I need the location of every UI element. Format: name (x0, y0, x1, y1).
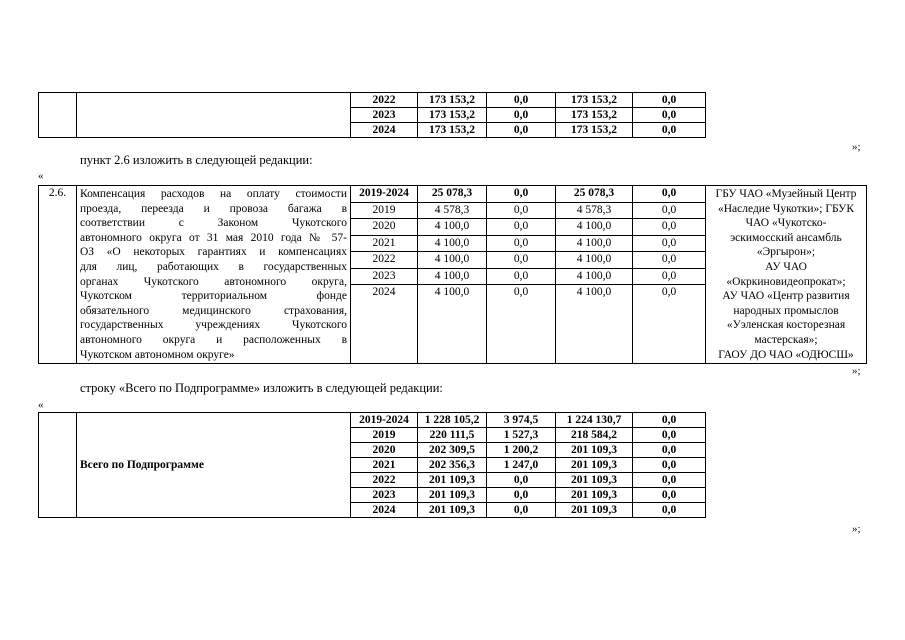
value-cell: 1 224 130,7 (556, 413, 633, 428)
total-cell: 173 153,2 (418, 108, 487, 123)
total-cell: 173 153,2 (418, 123, 487, 138)
total-column: 25 078,3 4 578,3 4 100,0 4 100,0 4 100,0 4 100,0 4 100,0 (418, 186, 487, 364)
value-cell: 0,0 (487, 488, 556, 503)
table-item-2-6 (38, 185, 867, 364)
value-cell: 1 200,2 (487, 443, 556, 458)
num-cell (39, 93, 77, 138)
desc-cell (77, 93, 351, 138)
year-cell: 2019-2024 (359, 187, 409, 199)
value-cell: 173 153,2 (556, 123, 633, 138)
close-quote: »; (852, 365, 861, 377)
responsible-organizations: ГБУ ЧАО «Музейный Центр «Наследие Чукотки»; ГБУК ЧАО «Чукотско- эскимосский ансамбль «Эргырон»; АУ ЧАО «Окркиновидеопрокат»; АУ ЧАО «Центр развития народных промыслов «Уэленская косторезная мастерская»; ГАОУ ДО ЧАО «ОДЮСШ» (706, 186, 867, 364)
value-column: 25 078,3 4 578,3 4 100,0 4 100,0 4 100,0 4 100,0 4 100,0 (556, 186, 633, 364)
item-number: 2.6. (39, 186, 77, 364)
instruction-paragraph: строку «Всего по Подпрограмме» изложить в следующей редакции: (80, 381, 443, 395)
value-cell: 218 584,2 (556, 428, 633, 443)
year-cell: 2019-2024 (351, 413, 418, 428)
year-cell: 2019 (351, 202, 417, 219)
year-cell: 2023 (351, 488, 418, 503)
total-cell: 173 153,2 (418, 93, 487, 108)
year-cell: 2021 (351, 235, 417, 252)
value-cell: 173 153,2 (556, 108, 633, 123)
value-cell: 201 109,3 (556, 443, 633, 458)
year-cell: 2024 (351, 284, 417, 301)
num-cell (39, 413, 77, 518)
value-cell: 0,0 (633, 503, 706, 518)
value-cell: 0,0 (633, 413, 706, 428)
year-cell: 2019 (351, 428, 418, 443)
value-cell: 201 109,3 (556, 473, 633, 488)
value-cell: 0,0 (633, 93, 706, 108)
value-cell: 0,0 (487, 503, 556, 518)
value-column: 0,0 0,0 0,0 0,0 0,0 0,0 0,0 (487, 186, 556, 364)
value-cell: 0,0 (633, 458, 706, 473)
total-cell: 201 109,3 (418, 503, 487, 518)
subprogram-total-label: Всего по Подпрограмме (77, 413, 351, 518)
total-cell: 1 228 105,2 (418, 413, 487, 428)
value-cell: 173 153,2 (556, 93, 633, 108)
total-cell: 202 356,3 (418, 458, 487, 473)
total-cell: 201 109,3 (418, 473, 487, 488)
open-quote: « (38, 399, 44, 411)
year-cell: 2023 (351, 108, 418, 123)
value-cell: 201 109,3 (556, 488, 633, 503)
value-cell: 3 974,5 (487, 413, 556, 428)
value-column: 0,0 0,0 0,0 0,0 0,0 0,0 0,0 (633, 186, 706, 364)
value-cell: 201 109,3 (556, 458, 633, 473)
value-cell: 1 247,0 (487, 458, 556, 473)
value-cell: 0,0 (633, 443, 706, 458)
value-cell: 0,0 (633, 473, 706, 488)
value-cell: 0,0 (633, 108, 706, 123)
year-cell: 2022 (351, 473, 418, 488)
value-cell: 0,0 (487, 123, 556, 138)
year-cell: 2021 (351, 458, 418, 473)
year-cell: 2022 (351, 93, 418, 108)
total-cell: 220 111,5 (418, 428, 487, 443)
year-cell: 2024 (351, 123, 418, 138)
instruction-paragraph: пункт 2.6 изложить в следующей редакции: (80, 153, 313, 167)
year-cell: 2023 (351, 268, 417, 285)
year-cell: 2020 (351, 218, 417, 235)
year-cell: 2022 (351, 251, 417, 268)
total-cell: 201 109,3 (418, 488, 487, 503)
open-quote: « (38, 170, 44, 182)
year-cell: 2020 (351, 443, 418, 458)
value-cell: 1 527,3 (487, 428, 556, 443)
value-cell: 0,0 (487, 473, 556, 488)
item-description: Компенсация расходов на оплату стоимости проезда, переезда и провоза багажа в соответствии с Законом Чукотского автономного округа от 31 мая 2010 года № 57- ОЗ «О некоторых гарантиях и компенсациях для лиц, работающих в государственных органах Чукотского автономного округа, Чукотском территориальном фонде обязательного медицинского страхования, государственных учреждениях Чукотского автономного округа и расположенных в Чукотском автономном округе» (77, 186, 351, 364)
value-cell: 0,0 (633, 428, 706, 443)
value-cell: 201 109,3 (556, 503, 633, 518)
close-quote: »; (852, 141, 861, 153)
value-cell: 0,0 (633, 488, 706, 503)
value-cell: 0,0 (487, 108, 556, 123)
year-column (351, 186, 418, 364)
value-cell: 0,0 (487, 93, 556, 108)
value-cell: 0,0 (633, 123, 706, 138)
year-cell: 2024 (351, 503, 418, 518)
total-cell: 202 309,5 (418, 443, 487, 458)
table-continuation (38, 92, 706, 138)
table-subprogram-total (38, 412, 706, 518)
close-quote: »; (852, 523, 861, 535)
